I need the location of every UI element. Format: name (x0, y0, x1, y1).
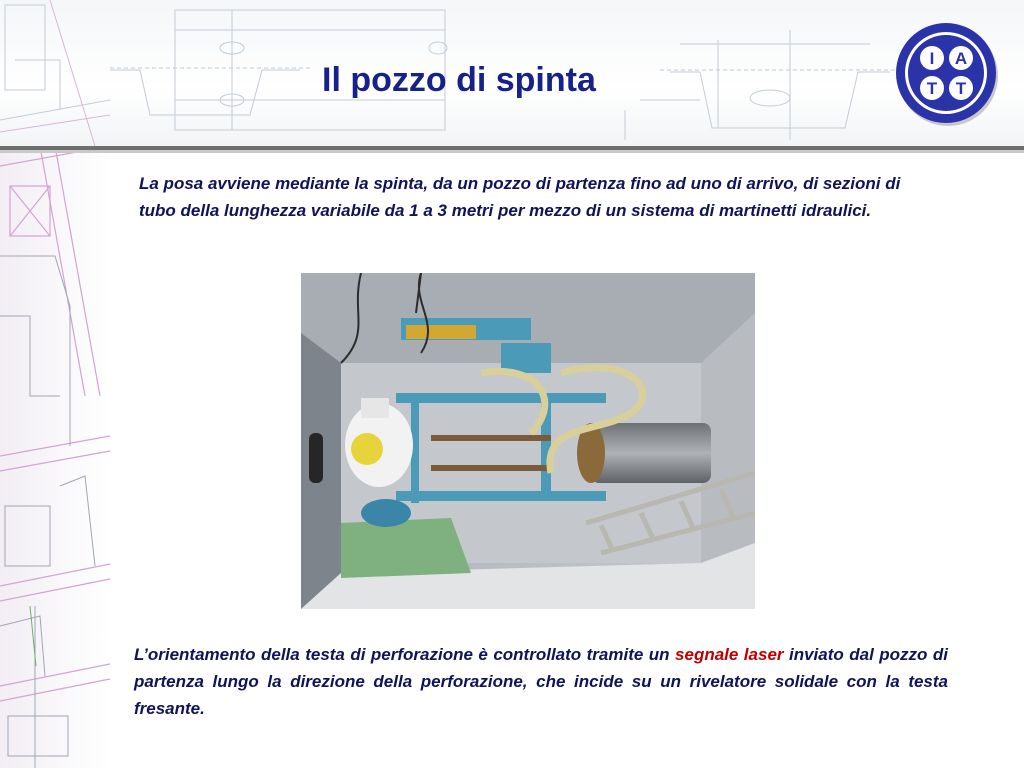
thrust-pit-photo (301, 273, 755, 609)
slide-title: Il pozzo di spinta (322, 61, 596, 99)
caption-text-after: inviato dal pozzo di partenza lungo la direzione della perforazione, che incide su un rivelatore solidale con la testa fresante. (134, 645, 948, 718)
logo-letter: I (929, 49, 935, 68)
caption-paragraph (134, 641, 948, 722)
intro-paragraph: La posa avviene mediante la spinta, da un pozzo di partenza fino ad uno di arrivo, di sezioni di tubo della lunghezza variabile da 1 a 3 metri per mezzo di un sistema di martinetti idraulici. (139, 174, 901, 220)
caption-highlight-laser: segnale laser (675, 645, 784, 664)
caption-text-before: L’orientamento della testa di perforazione è controllato tramite un (134, 645, 676, 664)
header-divider-light (0, 150, 1024, 153)
logo-letter: A (954, 49, 968, 68)
logo-letter: T (926, 79, 938, 98)
iatt-logo (894, 20, 1002, 128)
left-drawing-background (0, 146, 110, 768)
logo-letter: T (955, 79, 967, 98)
